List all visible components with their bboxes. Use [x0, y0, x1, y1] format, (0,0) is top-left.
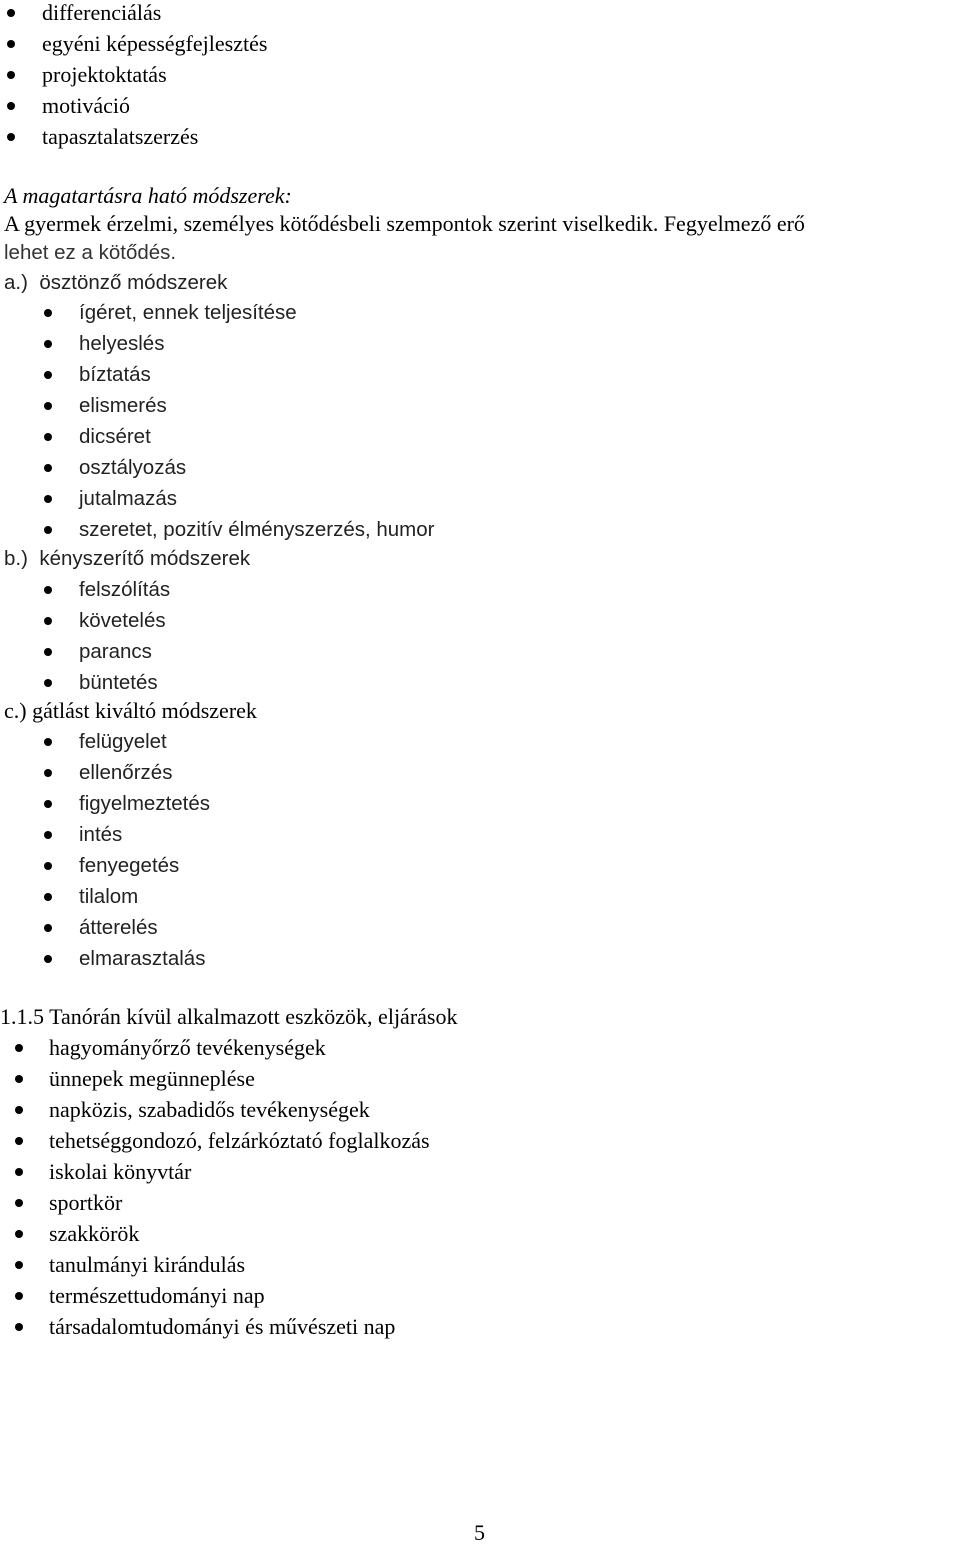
page-number: 5 [474, 1520, 485, 1545]
bullet-icon [44, 309, 52, 317]
bullet-icon [7, 102, 15, 110]
bullet-icon [44, 648, 52, 656]
group-label: a.) [4, 271, 28, 294]
bullet-icon [15, 1261, 23, 1269]
bullet-icon [15, 1292, 23, 1300]
bullet-icon [15, 1075, 23, 1083]
bullet-icon [44, 800, 52, 808]
bullet-icon [44, 402, 52, 410]
bullet-icon [15, 1199, 23, 1207]
group-title: kényszerítő módszerek [39, 547, 251, 570]
bullet-icon [7, 40, 15, 48]
group-title: gátlást kiváltó módszerek [32, 698, 257, 723]
section-heading: 1.1.5 Tanórán kívül alkalmazott eszközök, eljárások [0, 1004, 458, 1029]
bullet-icon [44, 893, 52, 901]
bullet-icon [44, 617, 52, 625]
bullet-icon [7, 71, 15, 79]
group-title: ösztönző módszerek [39, 271, 228, 294]
bullet-icon [44, 862, 52, 870]
bullet-icon [44, 433, 52, 441]
bullet-icon [15, 1044, 23, 1052]
bullet-icon [44, 495, 52, 503]
group-label: c.) [4, 698, 27, 723]
bullet-icon [15, 1106, 23, 1114]
bullet-icon [7, 133, 15, 141]
behavior-paragraph-line: A gyermek érzelmi, személyes kötődésbeli szempontok szerint viselkedik. Fegyelmező erő [4, 211, 805, 236]
bullet-icon [15, 1168, 23, 1176]
bullet-icon [15, 1230, 23, 1238]
bullet-icon [44, 371, 52, 379]
bullet-icon [44, 738, 52, 746]
behavior-paragraph-line: lehet ez a kötődés. [4, 241, 177, 264]
behavior-methods-heading: A magatartásra ható módszerek: [4, 183, 292, 208]
bullet-icon [44, 679, 52, 687]
bullet-icon [44, 526, 52, 534]
group-label: b.) [4, 547, 28, 570]
group-c-heading [4, 698, 257, 724]
bullet-icon [15, 1323, 23, 1331]
group-b-heading [4, 546, 250, 572]
group-a-heading [4, 270, 227, 296]
bullet-icon [44, 955, 52, 963]
bullet-icon [15, 1137, 23, 1145]
document-page: differenciálás egyéni képességfejlesztés projektoktatás motiváció tapasztalatszerzés A magatartásra ható módszerek: A gyermek érzelmi, személyes kötődésbeli szempontok szerint viselkedik. Fegyelmező erő lehet ez a kötődés. a.) ösztönző módszerek ígéret, ennek teljesítése helyeslés bíztatás elismerés dicséret osztályozás jutalmazás szeretet, pozitív élményszerzés, humor b.) kényszerítő módszerek felszólítás követelés parancs büntetés c.) gátlást kiváltó módszerek felügyelet ellenőrzés figyelmeztetés intés fenyegetés tilalom átterelés elmarasztalás 1.1.5 Tanórán kívül alkalmazott eszközök, eljárások hagyományőrző tevékenységek ünnepek megünneplése napközis, szabadidős tevékenységek tehetséggondozó, felzárkóztató foglalkozás iskolai könyvtár sportkör szakkörök tanulmányi kirándulás természettudományi nap társadalomtudományi és művészeti nap 5 [0, 0, 805, 1545]
bullet-icon [44, 769, 52, 777]
bullet-icon [44, 586, 52, 594]
bullet-icon [7, 9, 15, 17]
bullet-icon [44, 464, 52, 472]
bullet-icon [44, 340, 52, 348]
bullet-icon [44, 831, 52, 839]
bullet-icon [44, 924, 52, 932]
